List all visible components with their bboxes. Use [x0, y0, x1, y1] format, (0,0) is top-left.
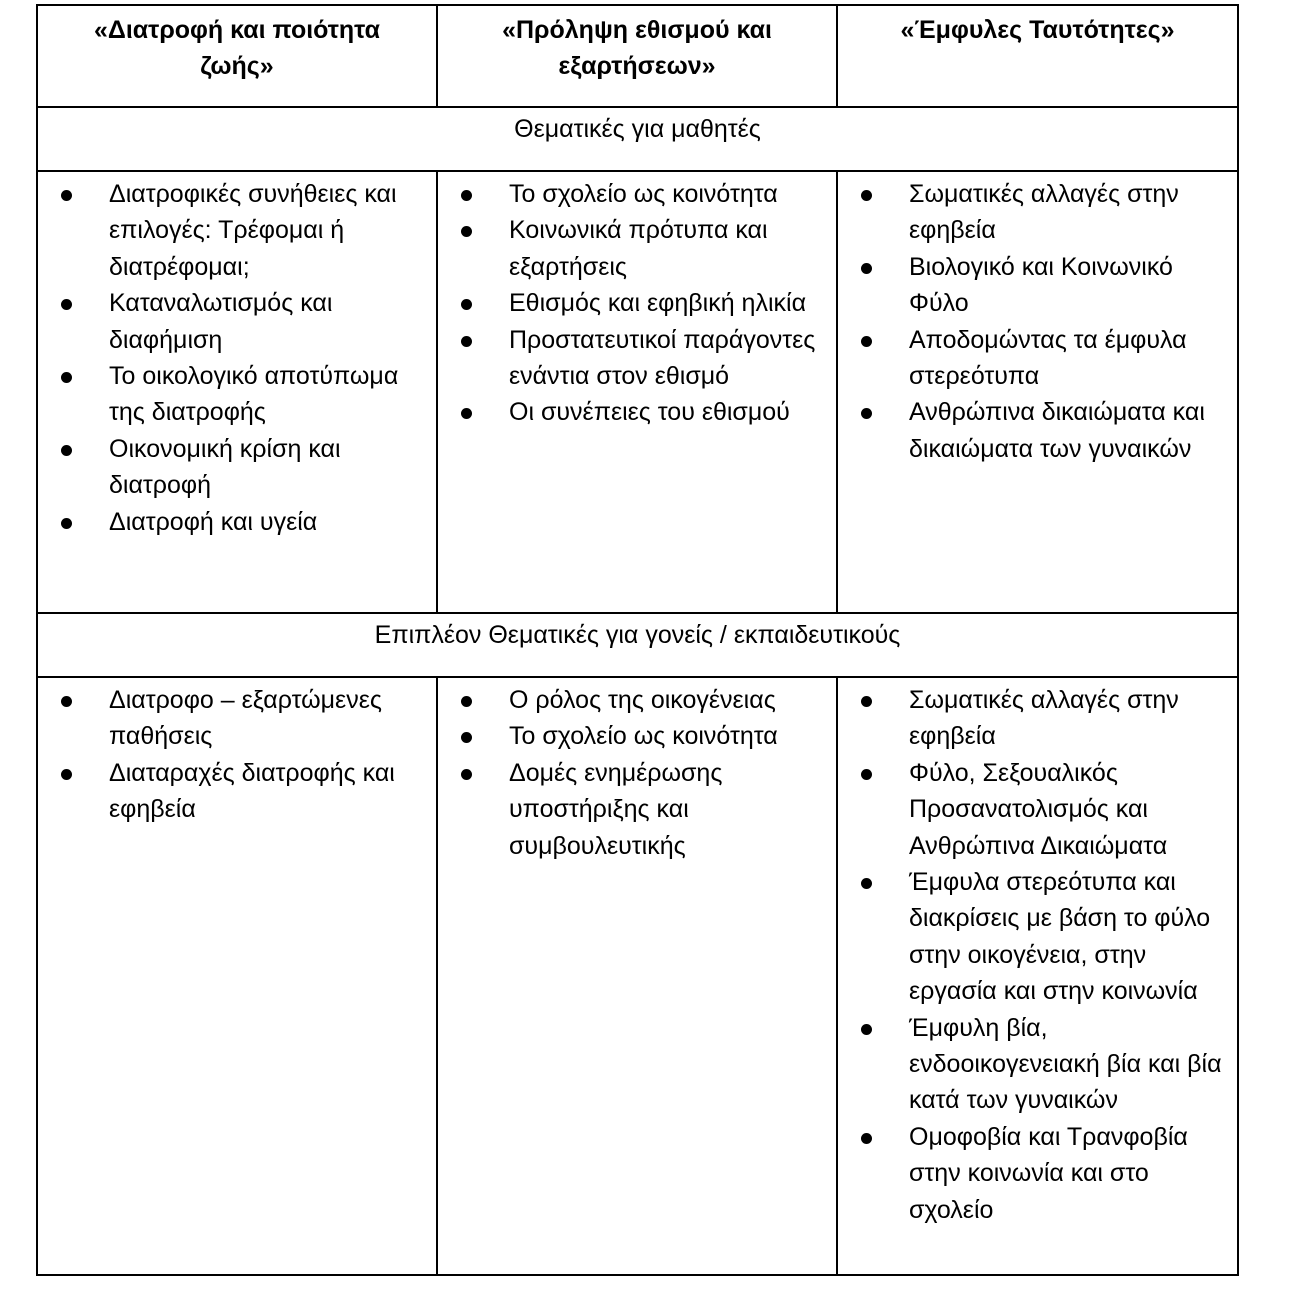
list-item — [438, 176, 828, 212]
bullet-icon — [61, 299, 72, 310]
bullet-icon — [461, 299, 472, 310]
list-item — [38, 358, 428, 431]
content-cell — [37, 677, 437, 1275]
bullet-icon — [461, 336, 472, 347]
bullet-icon — [861, 696, 872, 707]
section-title: Επιπλέον Θεματικές για γονείς / εκπαιδευτικούς — [374, 621, 901, 649]
content-cell — [837, 171, 1238, 613]
topic-list — [38, 172, 436, 540]
topics-table — [36, 4, 1239, 1276]
section-cell — [37, 613, 1238, 677]
bullet-icon — [861, 1133, 872, 1144]
list-item-text: Ομοφοβία και Τρανφοβία στην κοινωνία και στο σχολείο — [909, 1122, 1188, 1224]
list-item — [38, 755, 428, 828]
list-item — [438, 682, 828, 718]
list-item — [438, 212, 828, 285]
bullet-icon — [861, 408, 872, 419]
bullet-icon — [861, 263, 872, 274]
list-item — [838, 682, 1229, 755]
list-item — [838, 394, 1229, 467]
bullet-icon — [61, 190, 72, 201]
section-row-students — [37, 107, 1238, 171]
bullet-icon — [461, 408, 472, 419]
list-item — [38, 285, 428, 358]
list-item — [838, 249, 1229, 322]
content-row-parents-teachers — [37, 677, 1238, 1275]
list-item — [38, 176, 428, 285]
list-item-text: Οικονομική κρίση και διατροφή — [109, 434, 341, 500]
bullet-icon — [61, 518, 72, 529]
list-item — [838, 864, 1229, 1010]
list-item — [838, 1010, 1229, 1119]
bullet-icon — [861, 190, 872, 201]
bullet-icon — [461, 190, 472, 201]
list-item-text: Φύλο, Σεξουαλικός Προσανατολισμός και Ανθρώπινα Δικαιώματα — [909, 758, 1168, 860]
header-row — [37, 5, 1238, 107]
header-cell-nutrition — [37, 5, 437, 107]
bullet-icon — [61, 372, 72, 383]
content-cell — [37, 171, 437, 613]
column-header: «Έμφυλες Ταυτότητες» — [900, 16, 1175, 44]
list-item-text: Το σχολείο ως κοινότητα — [509, 180, 778, 208]
list-item-text: Δομές ενημέρωσης υποστήριξης και συμβουλευτικής — [509, 758, 723, 860]
bullet-icon — [861, 878, 872, 889]
bullet-icon — [861, 1024, 872, 1035]
list-item — [838, 1119, 1229, 1228]
topic-list — [438, 678, 836, 864]
list-item-text: Βιολογικό και Κοινωνικό Φύλο — [909, 252, 1173, 318]
header-cell-gender — [837, 5, 1238, 107]
content-cell — [437, 677, 837, 1275]
list-item-text: Καταναλωτισμός και διαφήμιση — [109, 289, 333, 354]
list-item-text: Σωματικές αλλαγές στην εφηβεία — [909, 180, 1179, 245]
bullet-icon — [61, 445, 72, 456]
list-item — [38, 682, 428, 755]
list-item-text: Διαταραχές διατροφής και εφηβεία — [109, 758, 395, 824]
list-item — [438, 394, 828, 430]
section-row-parents-teachers — [37, 613, 1238, 677]
list-item-text: Ο ρόλος της οικογένειας — [509, 686, 776, 714]
bullet-icon — [461, 732, 472, 743]
topic-list — [838, 172, 1237, 467]
column-header: «Πρόληψη εθισμού και εξαρτήσεων» — [502, 16, 772, 80]
list-item — [38, 504, 428, 540]
list-item-text: Εθισμός και εφηβική ηλικία — [509, 289, 807, 318]
bullet-icon — [861, 769, 872, 780]
list-item — [38, 431, 428, 504]
bullet-icon — [461, 226, 472, 237]
list-item-text: Διατροφή και υγεία — [109, 507, 318, 536]
list-item-text: Οι συνέπειες του εθισμού — [509, 398, 790, 427]
section-cell — [37, 107, 1238, 171]
column-header: «Διατροφή και ποιότητα ζωής» — [93, 16, 381, 80]
bullet-icon — [461, 696, 472, 707]
topic-list — [838, 678, 1237, 1228]
list-item-text: Το σχολείο ως κοινότητα — [509, 722, 778, 751]
list-item-text: Ανθρώπινα δικαιώματα και δικαιώματα των γυναικών — [909, 398, 1205, 463]
list-item-text: Αποδομώντας τα έμφυλα στερεότυπα — [909, 325, 1187, 391]
list-item — [438, 322, 828, 395]
content-row-students — [37, 171, 1238, 613]
topic-list — [438, 172, 836, 431]
list-item-text: Διατροφικές συνήθειες και επιλογές: Τρέφομαι ή διατρέφομαι; — [109, 180, 397, 281]
bullet-icon — [61, 769, 72, 780]
list-item-text: Σωματικές αλλαγές στην εφηβεία — [909, 686, 1179, 751]
list-item-text: Προστατευτικοί παράγοντες ενάντια στον εθισμό — [509, 325, 816, 391]
list-item — [838, 176, 1229, 249]
list-item-text: Έμφυλα στερεότυπα και διακρίσεις με βάση το φύλο στην οικογένεια, στην εργασία και στην κοινωνία — [909, 868, 1211, 1006]
list-item-text: Το οικολογικό αποτύπωμα της διατροφής — [109, 362, 399, 427]
bullet-icon — [861, 336, 872, 347]
list-item — [438, 285, 828, 321]
list-item — [438, 718, 828, 754]
content-cell — [837, 677, 1238, 1275]
bullet-icon — [61, 696, 72, 707]
topic-list — [38, 678, 436, 828]
list-item — [838, 755, 1229, 864]
list-item-text: Διατροφο – εξαρτώμενες παθήσεις — [109, 686, 382, 751]
list-item-text: Έμφυλη βία, ενδοοικογενειακή βία και βία κατά των γυναικών — [909, 1013, 1222, 1115]
list-item-text: Κοινωνικά πρότυπα και εξαρτήσεις — [509, 216, 768, 281]
section-title: Θεματικές για μαθητές — [514, 115, 761, 143]
bullet-icon — [461, 769, 472, 780]
content-cell — [437, 171, 837, 613]
list-item — [438, 755, 828, 864]
header-cell-addiction — [437, 5, 837, 107]
list-item — [838, 322, 1229, 395]
